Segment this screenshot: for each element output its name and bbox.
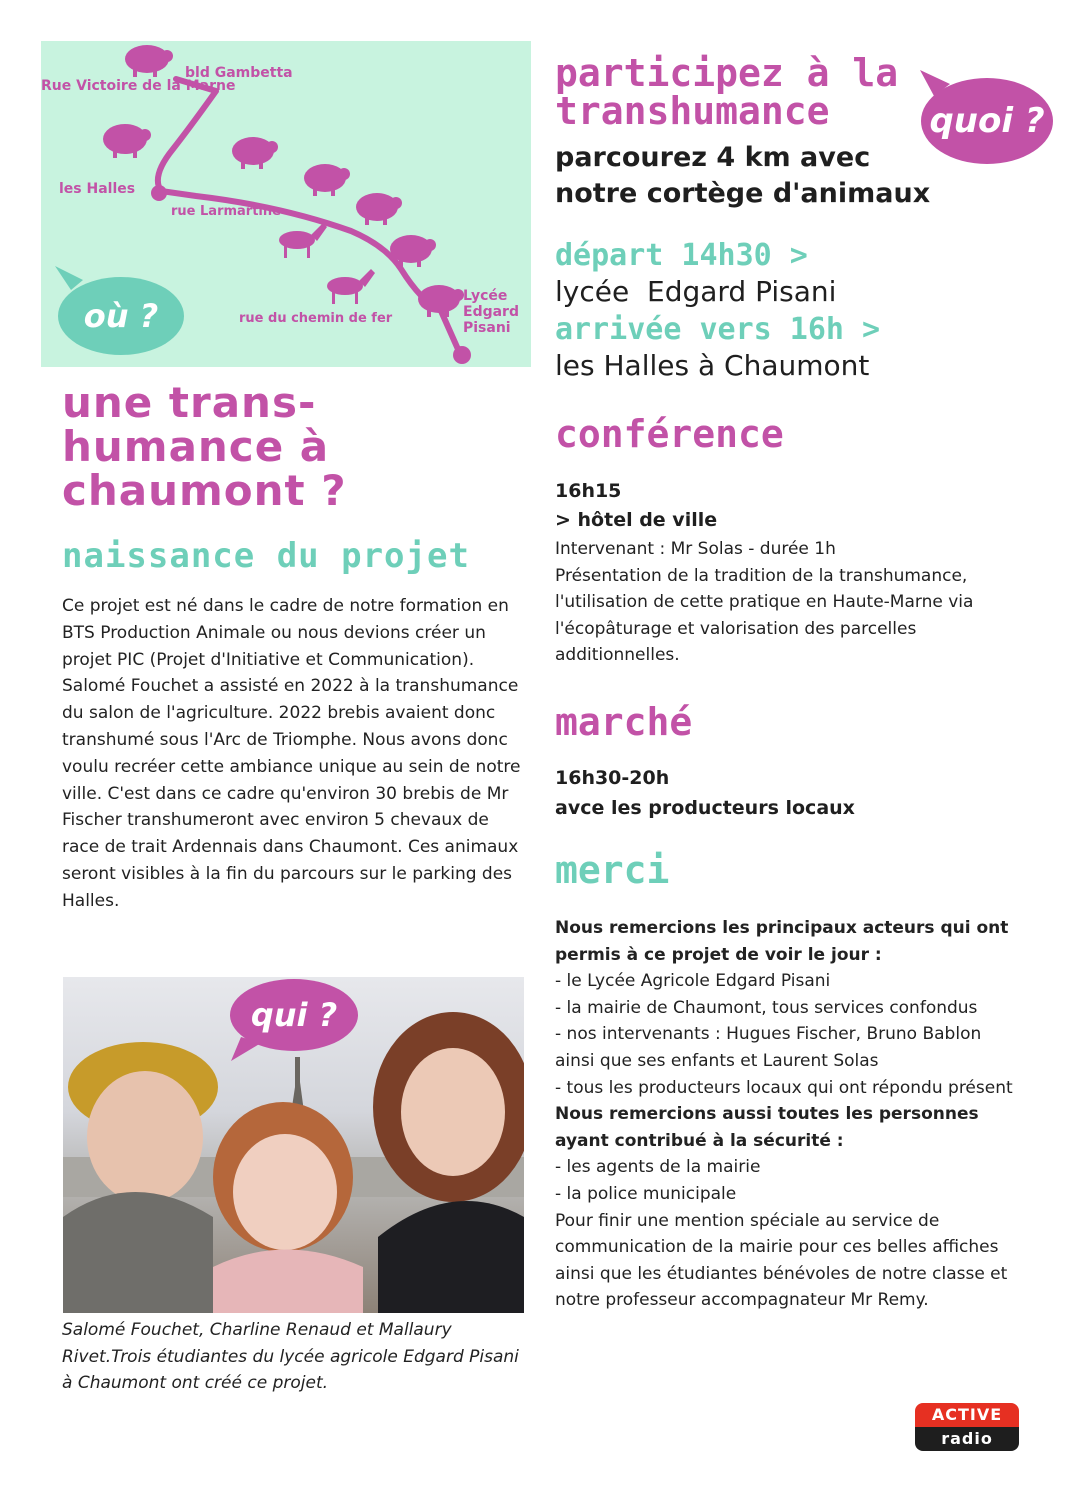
bubble-qui-text: qui ? — [250, 996, 338, 1034]
route-map — [41, 41, 531, 367]
merci-block — [555, 915, 1025, 1314]
arrivee-label: arrivée vers 16h > — [555, 312, 881, 347]
marche-time: 16h30-20h — [555, 767, 670, 789]
logo-active: ACTIVE — [915, 1403, 1019, 1427]
lead-text: parcourez 4 km avec notre cortège d'animaux — [555, 142, 931, 209]
arrivee-place: les Halles à Chaumont — [555, 349, 870, 382]
photo-caption: Salomé Fouchet, Charline Renaud et Mallaury Rivet.Trois étudiantes du lycée agricole Edgard Pisani à Chaumont ont créé ce projet. — [62, 1320, 519, 1393]
participate-heading: participez à la transhumance — [555, 51, 899, 133]
conference-text: Intervenant : Mr Solas - durée 1h Présentation de la tradition de la transhumance, l'utilisation de cette pratique en Haute-Marne via l'écopâturage et valorisation des parcelles additionnelles. — [555, 539, 974, 666]
bubble-ou-text: où ? — [83, 297, 159, 335]
label-lycee: Lycée Edgard Pisani — [463, 288, 519, 336]
label-les-halles: les Halles — [59, 181, 136, 197]
conference-time: 16h15 — [555, 480, 622, 502]
subtitle-naissance: naissance du projet — [62, 536, 470, 576]
marche-title: marché — [555, 700, 693, 744]
students-photo — [63, 977, 524, 1313]
bubble-quoi-tail — [920, 70, 950, 96]
label-bld-gambetta: bld Gambetta — [185, 65, 293, 81]
merci-intro-1: Nous remercions les principaux acteurs qui ont permis à ce projet de voir le jour : — [555, 918, 1009, 965]
merci-list-1: - le Lycée Agricole Edgard Pisani - la mairie de Chaumont, tous services confondus - nos intervenants : Hugues Fischer, Bruno Bablon ainsi que ses enfants et Laurent Solas - tous les producteurs locaux qui ont répondu présent — [555, 971, 1013, 1098]
bubble-quoi-text: quoi ? — [929, 101, 1045, 141]
merci-title: merci — [555, 848, 670, 892]
active-radio-logo — [915, 1403, 1019, 1451]
label-rue-victoire: Rue Victoire de la Marne — [41, 78, 236, 94]
merci-intro-2: Nous remercions aussi toutes les personnes ayant contribué à la sécurité : — [555, 1104, 979, 1151]
conference-title: conférence — [555, 412, 784, 456]
bubble-ou-tail — [53, 266, 83, 290]
merci-outro: Pour finir une mention spéciale au service de communication de la mairie pour ces belles affiches ainsi que les étudiantes bénévoles de notre classe et notre professeur accompagnateur Mr Remy. — [555, 1210, 1008, 1311]
merci-list-2: - les agents de la mairie - la police municipale — [555, 1157, 761, 1204]
label-rue-chemin-de-fer: rue du chemin de fer — [239, 311, 393, 326]
depart-place: lycée Edgard Pisani — [555, 275, 837, 308]
logo-radio: radio — [915, 1427, 1019, 1451]
project-description: Ce projet est né dans le cadre de notre formation en BTS Production Animale ou nous devions créer un projet PIC (Projet d'Initiative et Communication). Salomé Fouchet a assisté en 2022 à la transhumance du salon de l'agriculture. 2022 brebis avaient donc transhumé sous l'Arc de Triomphe. Nous avons donc voulu recréer cette ambiance unique au sein de notre ville. C'est dans ce cadre qu'environ 30 brebis de Mr Fischer transhumeront avec environ 5 chevaux de race de trait Ardennais dans Chaumont. Ces animaux seront visibles à la fin du parcours sur le parking des Halles. — [62, 596, 521, 911]
main-title: une trans- humance à chaumont ? — [62, 378, 347, 515]
marche-text: avce les producteurs locaux — [555, 797, 855, 819]
bubble-qui-tail — [231, 1037, 261, 1061]
depart-label: départ 14h30 > — [555, 238, 808, 273]
conference-place: > hôtel de ville — [555, 509, 718, 531]
label-rue-larmartine: rue Larmartine — [171, 204, 281, 219]
